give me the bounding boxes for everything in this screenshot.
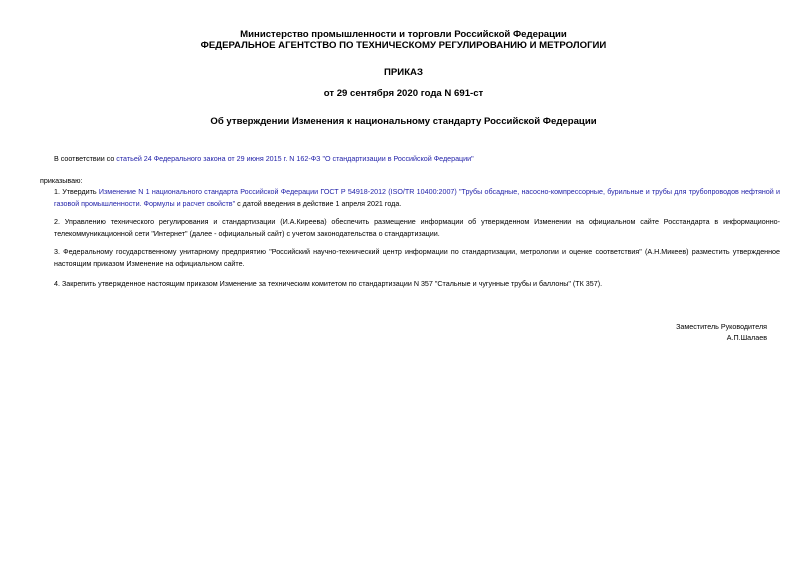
- signatory-name: А.П.Шалаев: [726, 334, 767, 342]
- document-type: ПРИКАЗ: [384, 67, 423, 78]
- signatory-position: Заместитель Руководителя: [676, 323, 767, 331]
- order-item-1: [40, 187, 780, 210]
- preamble: [40, 154, 780, 166]
- document-title: Об утверждении Изменения к национальному стандарту Российской Федерации: [210, 116, 597, 127]
- item1-suffix: с датой введения в действие 1 апреля 2021 года.: [235, 199, 402, 208]
- law-article-link[interactable]: статьей 24 Федерального закона от 29 июня 2015 г. N 162-ФЗ "О стандартизации в Российской Федерации": [116, 155, 474, 163]
- item1-prefix: 1. Утвердить: [54, 188, 99, 196]
- standard-amendment-link[interactable]: Изменение N 1 национального стандарта Российской Федерации ГОСТ Р 54918-2012 (ISO/TR 10400:2007) "Трубы обсадные, насосно-компрессорные, бурильные и трубы для трубопроводов нефтяной и газовой промышленности. Формулы и расчет свойств": [54, 188, 780, 208]
- order-item-2: 2. Управлению технического регулирования и стандартизации (И.А.Киреева) обеспечить размещение информации об утвержденном Изменении на официальном сайте Росстандарта в информационно-телекоммуникационной сети "Интернет" (далее - официальный сайт) с учетом законодательства о стандартизации.: [54, 218, 780, 238]
- order-item-4: 4. Закрепить утвержденное настоящим приказом Изменение за техническим комитетом по стандартизации N 357 "Стальные и чугунные трубы и баллоны" (ТК 357).: [54, 280, 603, 288]
- order-item-3: 3. Федеральному государственному унитарному предприятию "Российский научно-технический центр информации по стандартизации, метрологии и оценке соответствия" (А.Н.Микеев) разместить утвержденное настоящим приказом Изменение на официальном сайте.: [54, 248, 780, 268]
- document-date-number: от 29 сентября 2020 года N 691-ст: [323, 88, 484, 99]
- preamble-prefix: В соответствии со: [54, 155, 117, 163]
- order-word: приказываю:: [40, 177, 83, 185]
- agency-name: ФЕДЕРАЛЬНОЕ АГЕНТСТВО ПО ТЕХНИЧЕСКОМУ РЕГУЛИРОВАНИЮ И МЕТРОЛОГИИ: [200, 40, 607, 51]
- ministry-name: Министерство промышленности и торговли Российской Федерации: [240, 29, 567, 40]
